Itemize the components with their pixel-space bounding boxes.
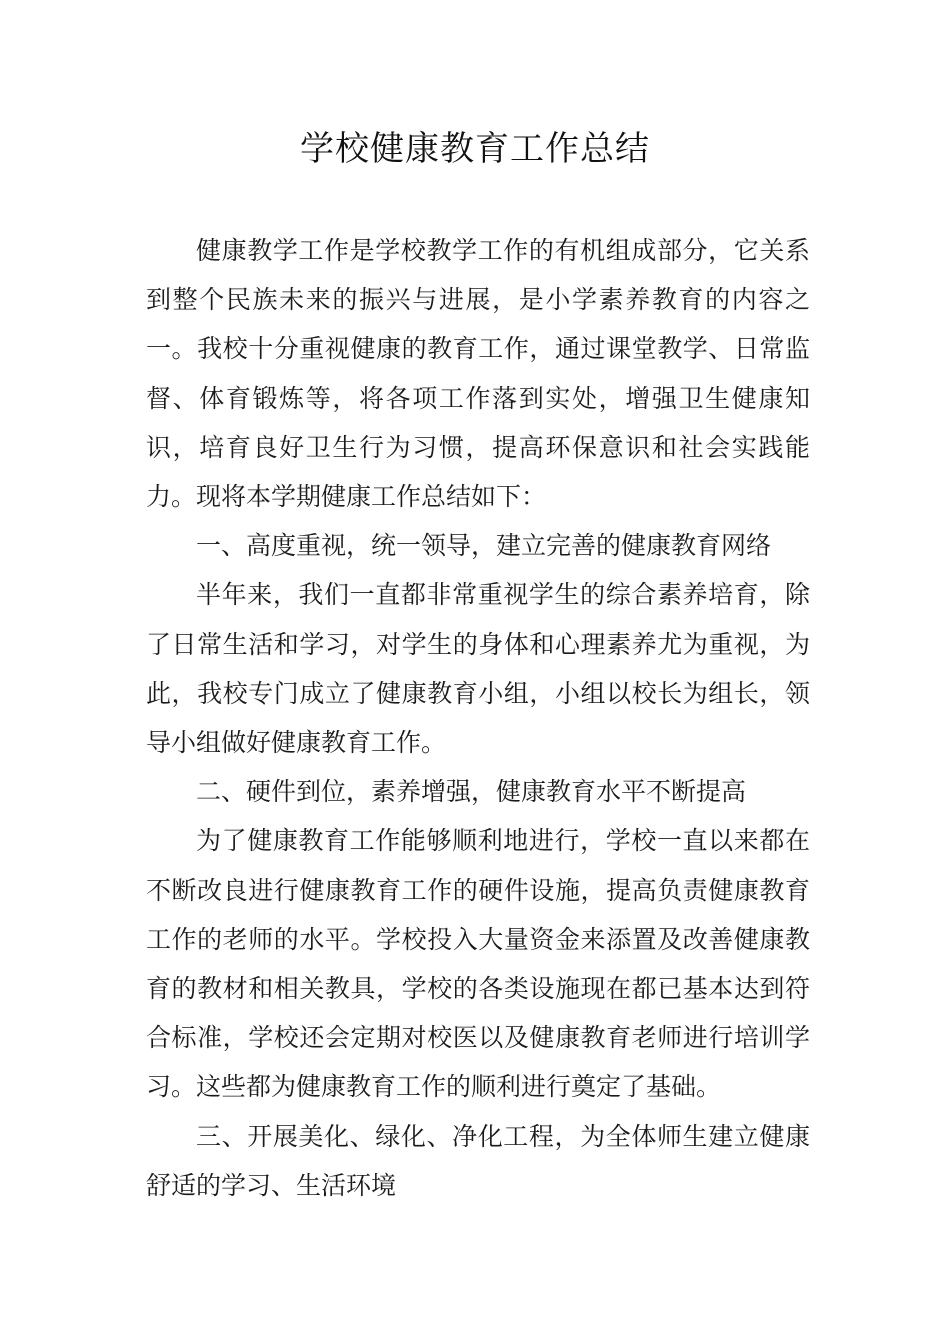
section-1-paragraph: 半年来，我们一直都非常重视学生的综合素养培育，除了日常生活和学习，对学生的身体和心理素养尤为重视，为此，我校专门成立了健康教育小组，小组以校长为组长，领导小组做好健康教育工作。 — [146, 580, 810, 758]
document-body — [146, 226, 810, 1210]
document-title: 学校健康教育工作总结 — [300, 129, 650, 169]
section-heading-3: 三、开展美化、绿化、净化工程，为全体师生建立健康舒适的学习、生活环境 — [146, 1121, 810, 1200]
intro-paragraph: 健康教学工作是学校教学工作的有机组成部分，它关系到整个民族未来的振兴与进展，是小学素养教育的内容之一。我校十分重视健康的教育工作，通过课堂教学、日常监督、体育锻炼等，将各项工作落到实处，增强卫生健康知识，培育良好卫生行为习惯，提高环保意识和社会实践能力。现将本学期健康工作总结如下： — [146, 236, 810, 512]
section-heading-2: 二、硬件到位，素养增强，健康教育水平不断提高 — [196, 777, 747, 807]
section-heading-1: 一、高度重视，统一领导，建立完善的健康教育网络 — [196, 531, 772, 561]
section-2-paragraph: 为了健康教育工作能够顺利地进行，学校一直以来都在不断改良进行健康教育工作的硬件设施，提高负责健康教育工作的老师的水平。学校投入大量资金来添置及改善健康教育的教材和相关教具，学校的各类设施现在都已基本达到符合标准，学校还会定期对校医以及健康教育老师进行培训学习。这些都为健康教育工作的顺利进行奠定了基础。 — [146, 826, 810, 1102]
